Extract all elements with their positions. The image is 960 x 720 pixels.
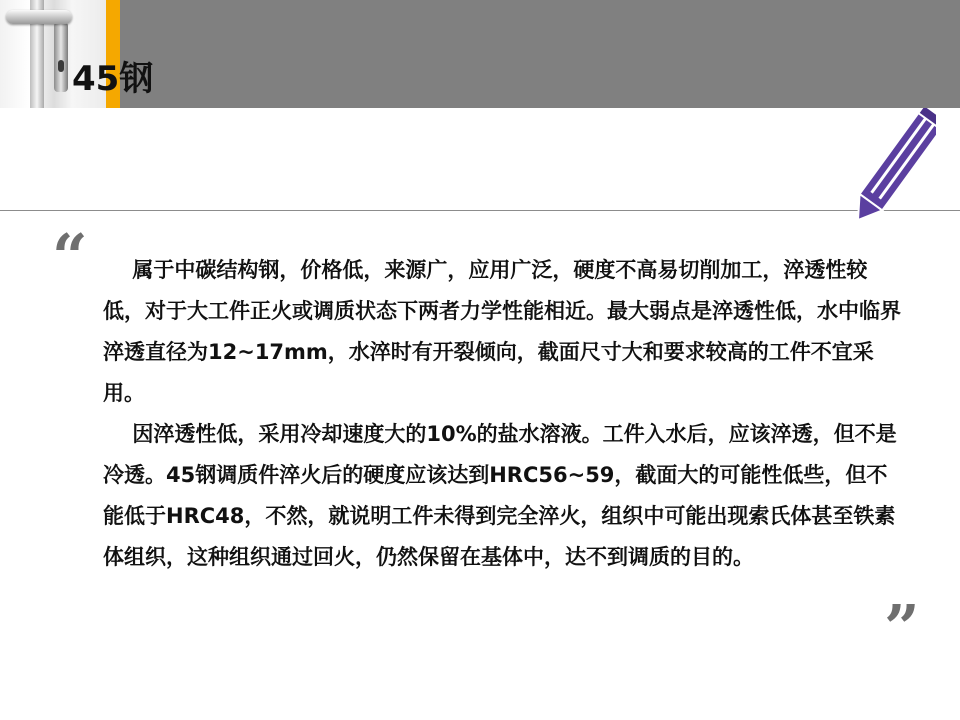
slide-title: 45钢 [72, 59, 154, 99]
close-quote-mark: ” [884, 591, 920, 664]
slide-body [103, 250, 903, 578]
open-quote-mark: “ [52, 220, 88, 293]
lock-plate [54, 22, 68, 92]
keyhole-icon [58, 60, 64, 72]
body-paragraph: 因淬透性低，采用冷却速度大的10%的盐水溶液。工件入水后，应该淬透，但不是冷透。45钢调质件淬火后的硬度应该达到HRC56~59，截面大的可能性低些，但不能低于HRC48，不然，就说明工件未得到完全淬火，组织中可能出现索氏体甚至铁素体组织，这种组织通过回火，仍然保留在基体中，达不到调质的目的。 [103, 422, 897, 569]
header-divider [0, 210, 960, 211]
door-handle [6, 10, 72, 24]
body-paragraph: 属于中碳结构钢，价格低，来源广，应用广泛，硬度不高易切削加工，淬透性较低，对于大工件正火或调质状态下两者力学性能相近。最大弱点是淬透性低，水中临界淬透直径为12~17mm，水淬时有开裂倾向，截面尺寸大和要求较高的工件不宜采用。 [103, 258, 901, 405]
pencil-icon [850, 108, 936, 226]
